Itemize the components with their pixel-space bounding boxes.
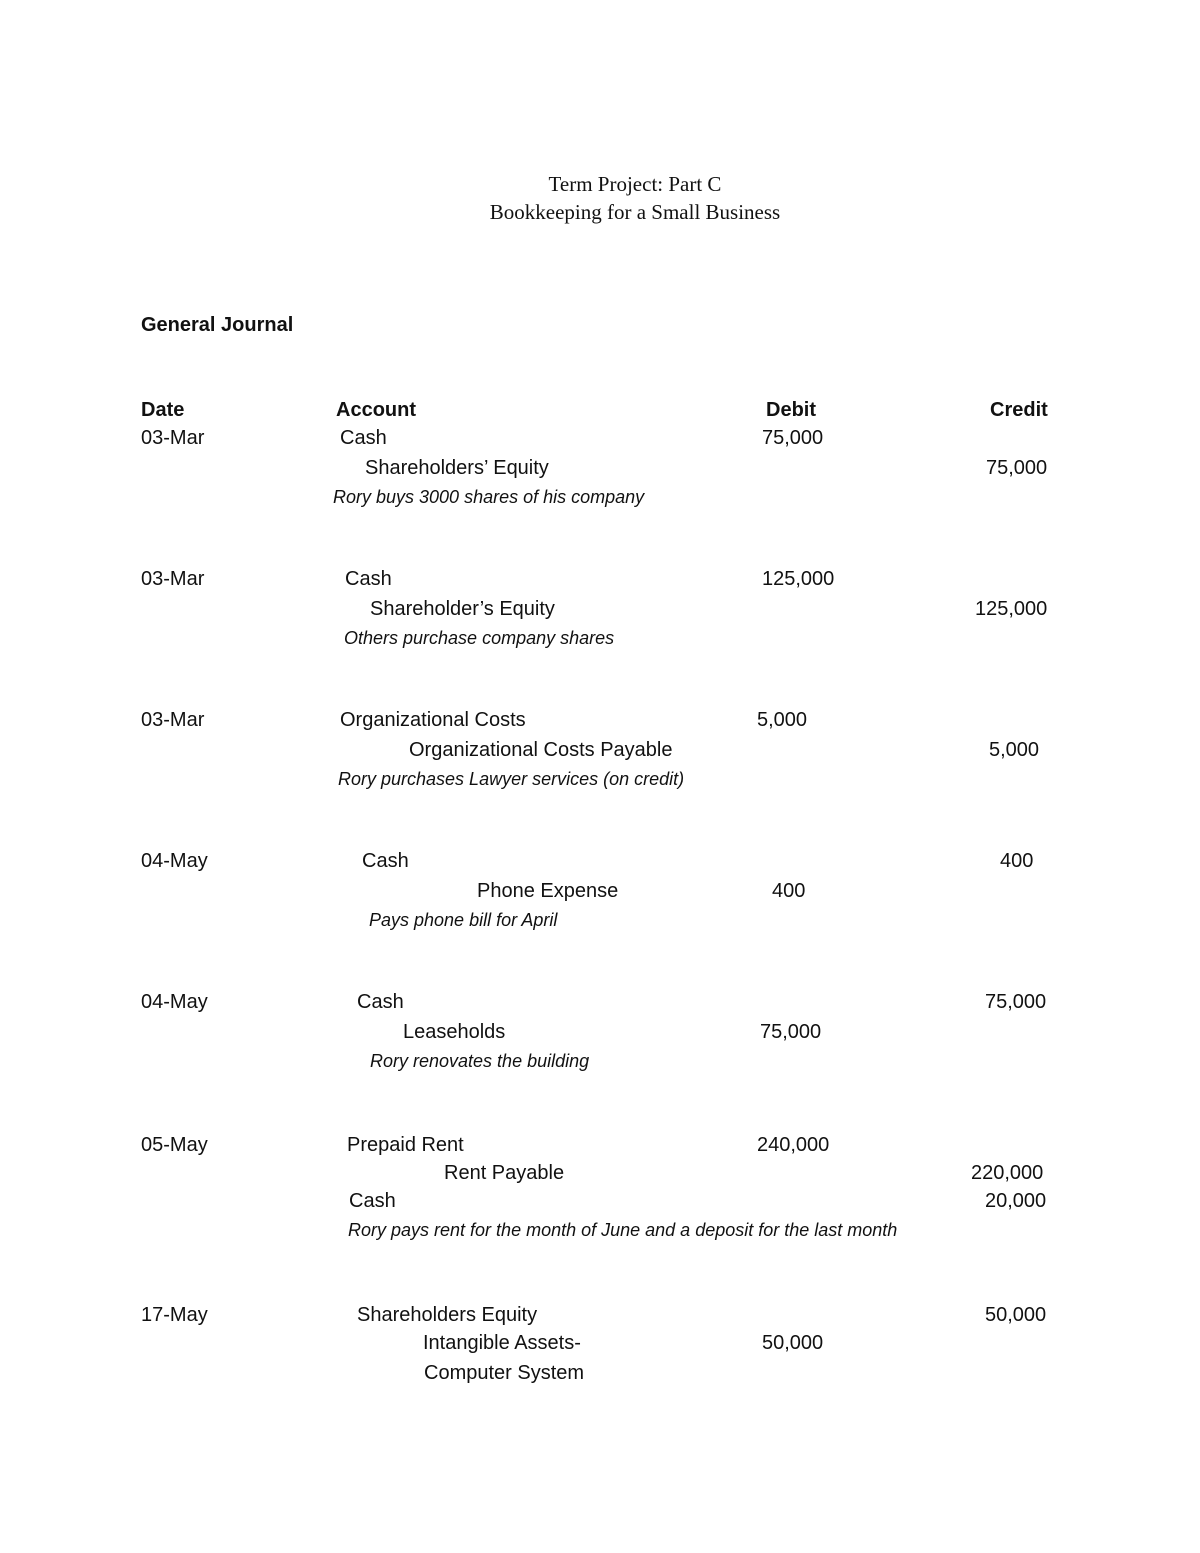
column-header-debit: Debit <box>766 399 816 421</box>
column-header-account: Account <box>336 399 416 421</box>
entry-note: Rory pays rent for the month of June and a deposit for the last month <box>348 1220 898 1240</box>
entry-note: Rory purchases Lawyer services (on credit) <box>338 769 685 789</box>
entry-note: Others purchase company shares <box>344 628 615 648</box>
account-line: Shareholder’s Equity <box>370 598 555 620</box>
account-line: Organizational Costs <box>340 709 526 731</box>
entry-note: Pays phone bill for April <box>369 910 558 930</box>
debit-amount: 125,000 <box>762 568 835 590</box>
entry-date: 03-Mar <box>141 427 205 449</box>
account-line: Cash <box>349 1190 396 1212</box>
credit-amount: 50,000 <box>985 1304 1047 1326</box>
column-header-date: Date <box>141 399 185 421</box>
entry-date: 05-May <box>141 1134 208 1156</box>
section-heading: General Journal <box>141 314 294 336</box>
credit-amount: 125,000 <box>975 598 1048 620</box>
credit-amount: 75,000 <box>986 457 1048 479</box>
entry-note: Rory renovates the building <box>370 1051 590 1071</box>
account-line: Rent Payable <box>444 1162 565 1184</box>
debit-amount: 50,000 <box>762 1332 824 1354</box>
account-line: Cash <box>362 850 409 872</box>
credit-amount: 75,000 <box>985 991 1047 1013</box>
title-line-2: Bookkeeping for a Small Business <box>489 200 781 224</box>
title-line-1: Term Project: Part C <box>548 172 722 196</box>
account-line: Cash <box>345 568 392 590</box>
account-line: Leaseholds <box>403 1021 506 1043</box>
column-header-credit: Credit <box>990 399 1048 421</box>
account-line: Phone Expense <box>477 880 619 902</box>
entry-date: 17-May <box>141 1304 208 1326</box>
debit-amount: 240,000 <box>757 1134 830 1156</box>
entry-note: Rory buys 3000 shares of his company <box>333 487 645 507</box>
entry-date: 03-Mar <box>141 709 205 731</box>
debit-amount: 5,000 <box>757 709 808 731</box>
account-line: Prepaid Rent <box>347 1134 464 1156</box>
debit-amount: 75,000 <box>760 1021 822 1043</box>
entry-date: 04-May <box>141 850 208 872</box>
account-line: Shareholders Equity <box>357 1304 538 1326</box>
account-line: Cash <box>357 991 404 1013</box>
entry-date: 04-May <box>141 991 208 1013</box>
account-line: Shareholders’ Equity <box>365 457 549 479</box>
debit-amount: 75,000 <box>762 427 824 449</box>
account-line: Cash <box>340 427 387 449</box>
credit-amount: 20,000 <box>985 1190 1047 1212</box>
entry-date: 03-Mar <box>141 568 205 590</box>
debit-amount: 400 <box>772 880 806 902</box>
credit-amount: 220,000 <box>971 1162 1044 1184</box>
credit-amount: 5,000 <box>989 739 1040 761</box>
account-line: Organizational Costs Payable <box>409 739 673 761</box>
credit-amount: 400 <box>1000 850 1034 872</box>
account-line: Computer System <box>424 1362 585 1384</box>
account-line: Intangible Assets- <box>423 1332 581 1354</box>
